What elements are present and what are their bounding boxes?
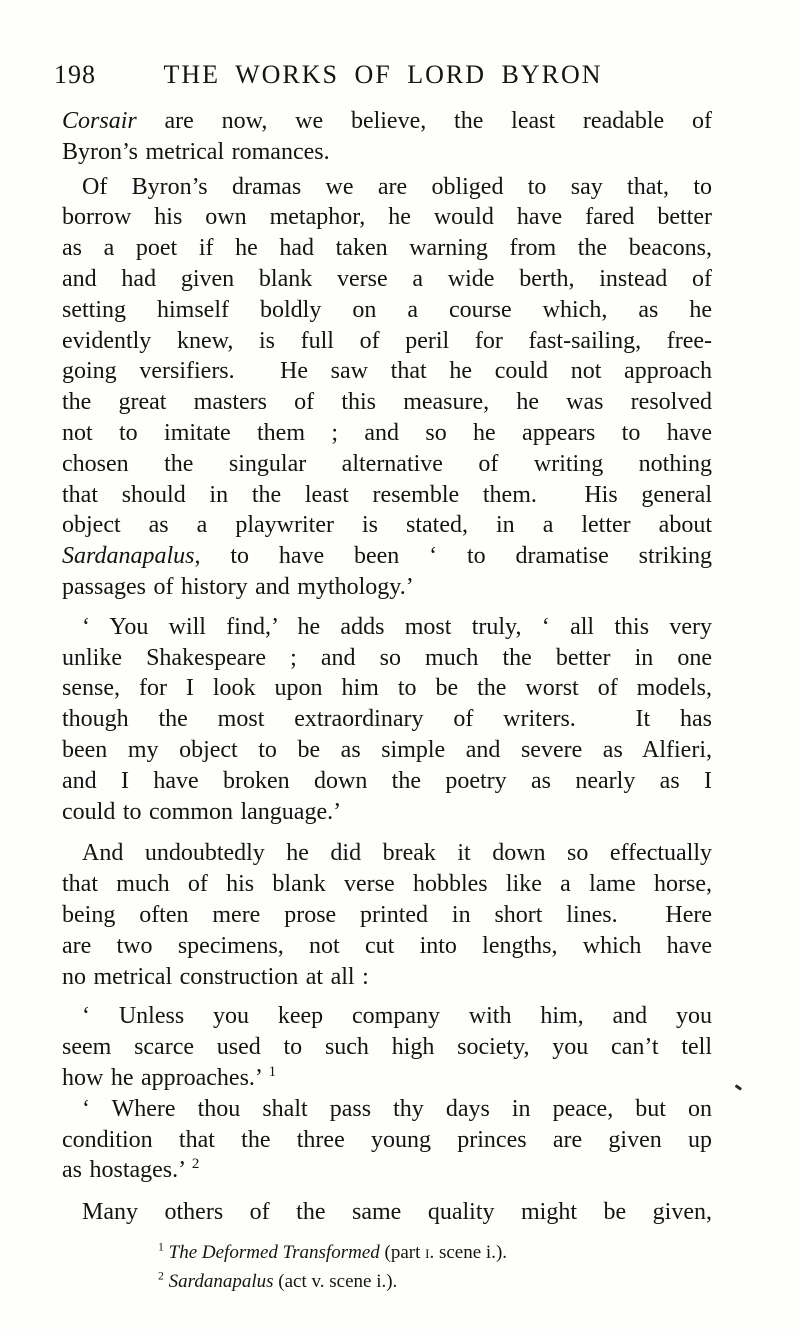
text-line	[62, 510, 712, 541]
page-header	[54, 60, 712, 92]
text-line	[62, 735, 712, 766]
text-segment: how he approaches.’	[62, 1064, 269, 1091]
text-line	[62, 106, 712, 137]
text-line	[62, 295, 712, 326]
text-segment: and had given blank verse a wide berth, instead of	[62, 265, 712, 292]
text-segment: condition that the three young princes are given up	[62, 1126, 712, 1153]
text-segment: chosen the singular alternative of writing nothing	[62, 450, 712, 477]
text-line	[62, 673, 712, 704]
text-segment: evidently knew, is full of peril for fast-sailing, free-	[62, 327, 712, 354]
text-segment: the great masters of this measure, he was resolved	[62, 389, 712, 416]
text-line	[62, 480, 712, 511]
text-segment: borrow his own metaphor, he would have fared better	[62, 204, 712, 231]
footnotes	[158, 1238, 712, 1297]
text-line	[62, 1001, 712, 1032]
text-line	[62, 962, 712, 993]
italic-text: Sardanapalus	[168, 1271, 274, 1293]
paragraph	[62, 838, 712, 992]
text-line	[62, 704, 712, 735]
text-segment: though the most extraordinary of writers. It has	[62, 706, 712, 733]
paragraph	[62, 1197, 712, 1228]
text-line	[62, 326, 712, 357]
text-segment: and I have broken down the poetry as nearly as I	[62, 767, 712, 794]
text-line	[62, 264, 712, 295]
text-segment: setting himself boldly on a course which, as he	[62, 296, 712, 323]
text-segment: that should in the least resemble them. His general	[62, 481, 712, 508]
text-segment: ‘ Where thou shalt pass thy days in peace, but on	[82, 1095, 712, 1122]
text-line	[62, 838, 712, 869]
footnote-marker: 1	[158, 1240, 164, 1254]
text-line	[62, 1125, 712, 1156]
running-title: THE WORKS OF LORD BYRON	[163, 60, 603, 89]
text-segment: could to common language.’	[62, 798, 342, 825]
text-segment: not to imitate them ; and so he appears to have	[62, 419, 712, 446]
text-segment: no metrical construction at all :	[62, 963, 369, 990]
text-line	[62, 418, 712, 449]
text-line	[62, 1094, 712, 1125]
paragraph	[62, 612, 712, 828]
footnote-marker: 2	[158, 1270, 164, 1284]
text-line	[62, 766, 712, 797]
text-line	[62, 612, 712, 643]
text-segment: being often mere prose printed in short lines. Here	[62, 901, 712, 928]
footnote-marker: 2	[191, 1156, 200, 1173]
text-segment: (act v. scene i.).	[273, 1271, 398, 1293]
text-segment: , to have been ‘ to dramatise striking	[194, 543, 712, 570]
text-line	[62, 137, 712, 168]
italic-text: Corsair	[62, 108, 137, 134]
page-number: 198	[54, 60, 96, 89]
text-segment: ‘ You will find,’ he adds most truly, ‘ all this very	[82, 613, 712, 640]
text-line	[62, 1032, 712, 1063]
text-line	[62, 1063, 712, 1094]
text-line	[62, 572, 712, 603]
footnote	[158, 1267, 712, 1297]
italic-text: Sardanapalus	[62, 543, 195, 570]
footnote	[158, 1238, 712, 1268]
paragraph	[62, 106, 712, 168]
italic-text: The Deformed Transformed	[168, 1241, 380, 1263]
text-line	[62, 449, 712, 480]
text-line	[62, 202, 712, 233]
page-body	[62, 106, 712, 1297]
footnote-marker: 1	[268, 1063, 277, 1080]
text-line	[62, 931, 712, 962]
text-line	[62, 172, 712, 203]
text-line	[62, 541, 712, 572]
text-segment: sense, for I look upon him to be the worst of models,	[62, 675, 712, 702]
text-line	[62, 233, 712, 264]
text-segment: . scene i.).	[429, 1241, 508, 1263]
text-line	[62, 869, 712, 900]
text-segment: are now, we believe, the least readable of	[136, 108, 712, 134]
text-segment: Of Byron’s dramas we are obliged to say that, to	[82, 173, 712, 200]
text-segment: as a poet if he had taken warning from the beacons,	[62, 235, 712, 262]
text-segment: (part	[379, 1241, 426, 1263]
paragraph	[62, 172, 712, 603]
text-line	[62, 356, 712, 387]
text-segment: object as a playwriter is stated, in a letter about	[62, 512, 712, 539]
text-segment: ‘ Unless you keep company with him, and you	[82, 1003, 712, 1030]
text-segment: going versifiers. He saw that he could not approach	[62, 358, 712, 385]
scan-speck	[735, 1084, 742, 1090]
text-segment: that much of his blank verse hobbles like a lame horse,	[62, 871, 712, 898]
text-line	[62, 797, 712, 828]
text-line	[62, 643, 712, 674]
text-segment: Byron’s metrical romances.	[62, 138, 330, 165]
text-segment: Many others of the same quality might be given,	[82, 1199, 712, 1226]
text-line	[62, 387, 712, 418]
text-segment: passages of history and mythology.’	[62, 573, 414, 600]
text-line	[62, 900, 712, 931]
text-line	[62, 1197, 712, 1228]
text-segment: been my object to be as simple and severe as Alfieri,	[62, 736, 712, 763]
text-segment: And undoubtedly he did break it down so effectually	[82, 840, 712, 867]
paragraph	[62, 1001, 712, 1093]
text-segment: are two specimens, not cut into lengths, which have	[62, 932, 712, 959]
text-segment: as hostages.’	[62, 1157, 192, 1184]
text-segment: i	[425, 1241, 430, 1263]
text-line	[62, 1155, 712, 1186]
text-segment: unlike Shakespeare ; and so much the better in one	[62, 644, 712, 671]
text-segment: seem scarce used to such high society, you can’t tell	[62, 1034, 712, 1061]
paragraph	[62, 1094, 712, 1186]
